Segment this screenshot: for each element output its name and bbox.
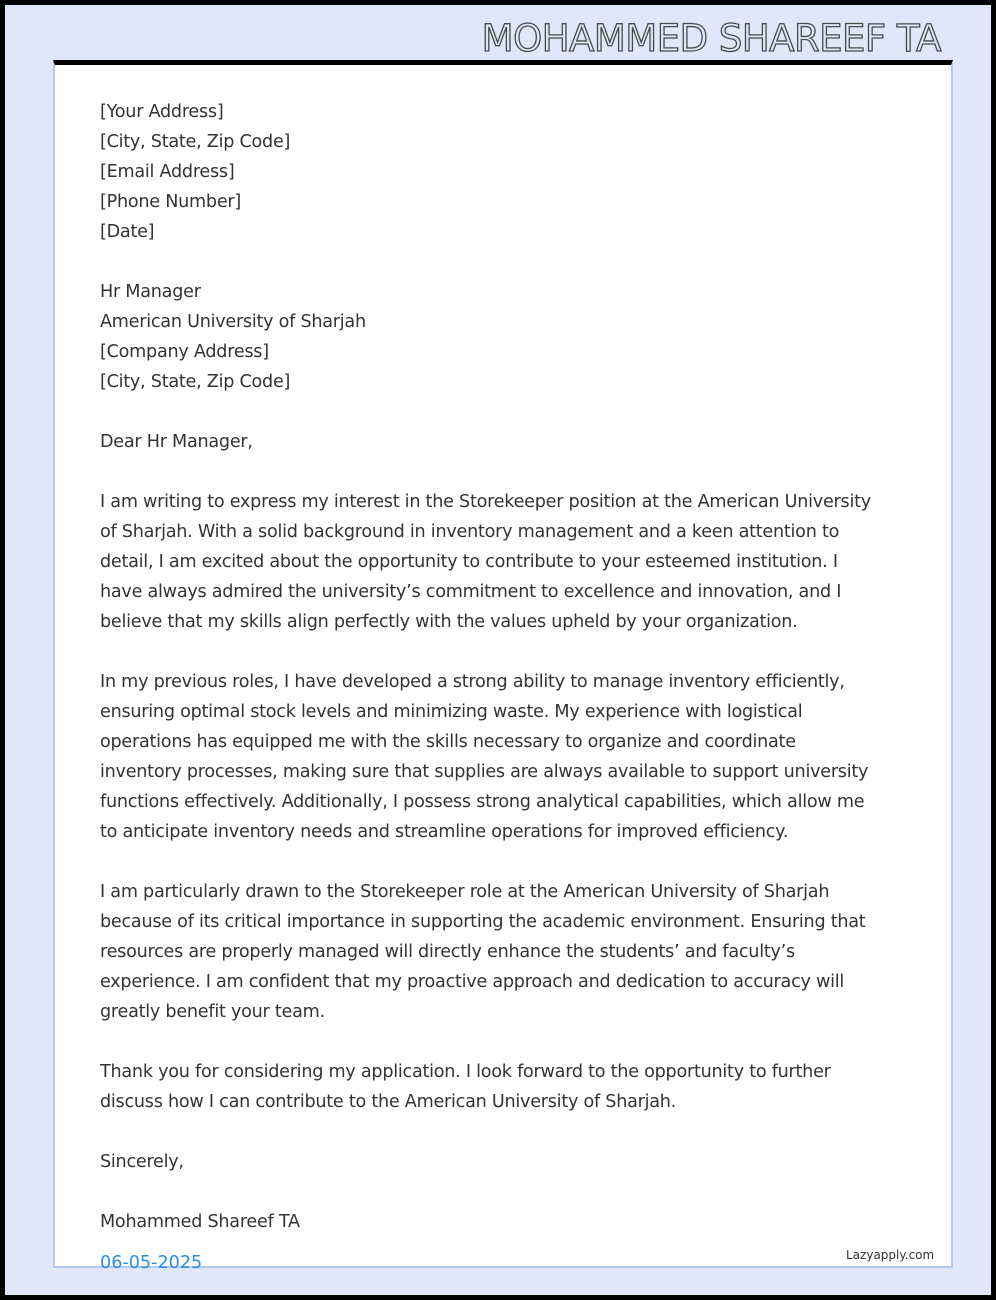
- paragraph-line: greatly benefit your team.: [100, 1002, 325, 1022]
- spacer: [100, 1177, 900, 1207]
- signature: Mohammed Shareef TA: [100, 1212, 300, 1232]
- paragraph-line: discuss how I can contribute to the American University of Sharjah.: [100, 1092, 677, 1112]
- paragraph-line: detail, I am excited about the opportunity to contribute to your esteemed institution. I: [100, 552, 838, 572]
- paragraph-line: to anticipate inventory needs and streamline operations for improved efficiency.: [100, 822, 789, 842]
- spacer: [100, 397, 900, 427]
- paragraph-line: functions effectively. Additionally, I possess strong analytical capabilities, which allow me: [100, 792, 865, 812]
- paragraph-3: [100, 877, 900, 1027]
- paragraph-2: [100, 667, 900, 847]
- sender-block: [100, 97, 900, 247]
- spacer: [100, 247, 900, 277]
- paragraph-1: [100, 487, 900, 637]
- closing: Sincerely,: [100, 1152, 184, 1172]
- paragraph-line: of Sharjah. With a solid background in inventory management and a keen attention to: [100, 522, 840, 542]
- recipient-block: [100, 277, 900, 397]
- sender-date: [Date]: [100, 222, 155, 242]
- sender-address: [Your Address]: [100, 102, 224, 122]
- recipient-title: Hr Manager: [100, 282, 201, 302]
- letter-body: [100, 97, 900, 1237]
- paragraph-line: believe that my skills align perfectly with the values upheld by your organization.: [100, 612, 798, 632]
- letter-date: 06-05-2025: [100, 1253, 203, 1273]
- sender-phone: [Phone Number]: [100, 192, 241, 212]
- recipient-city-state-zip: [City, State, Zip Code]: [100, 372, 291, 392]
- sender-city-state-zip: [City, State, Zip Code]: [100, 132, 291, 152]
- paragraph-line: have always admired the university’s commitment to excellence and innovation, and I: [100, 582, 842, 602]
- paragraph-line: I am writing to express my interest in the Storekeeper position at the American University: [100, 492, 871, 512]
- brand-watermark: Lazyapply.com: [846, 1248, 935, 1262]
- paragraph-line: operations has equipped me with the skills necessary to organize and coordinate: [100, 732, 796, 752]
- paragraph-line: Thank you for considering my application. I look forward to the opportunity to further: [100, 1062, 831, 1082]
- salutation: Dear Hr Manager,: [100, 432, 253, 452]
- sender-email: [Email Address]: [100, 162, 235, 182]
- paragraph-line: ensuring optimal stock levels and minimizing waste. My experience with logistical: [100, 702, 803, 722]
- recipient-address: [Company Address]: [100, 342, 269, 362]
- paragraph-4: [100, 1057, 900, 1117]
- paragraph-line: experience. I am confident that my proactive approach and dedication to accuracy will: [100, 972, 845, 992]
- name-title: MOHAMMED SHAREEF TA: [481, 17, 941, 60]
- spacer: [100, 457, 900, 487]
- paragraph-line: I am particularly drawn to the Storekeeper role at the American University of Sharjah: [100, 882, 830, 902]
- paragraph-line: In my previous roles, I have developed a strong ability to manage inventory efficiently,: [100, 672, 845, 692]
- paragraph-line: because of its critical importance in supporting the academic environment. Ensuring that: [100, 912, 866, 932]
- recipient-company: American University of Sharjah: [100, 312, 366, 332]
- paragraph-line: resources are properly managed will directly enhance the students’ and faculty’s: [100, 942, 795, 962]
- paragraph-line: inventory processes, making sure that supplies are always available to support university: [100, 762, 869, 782]
